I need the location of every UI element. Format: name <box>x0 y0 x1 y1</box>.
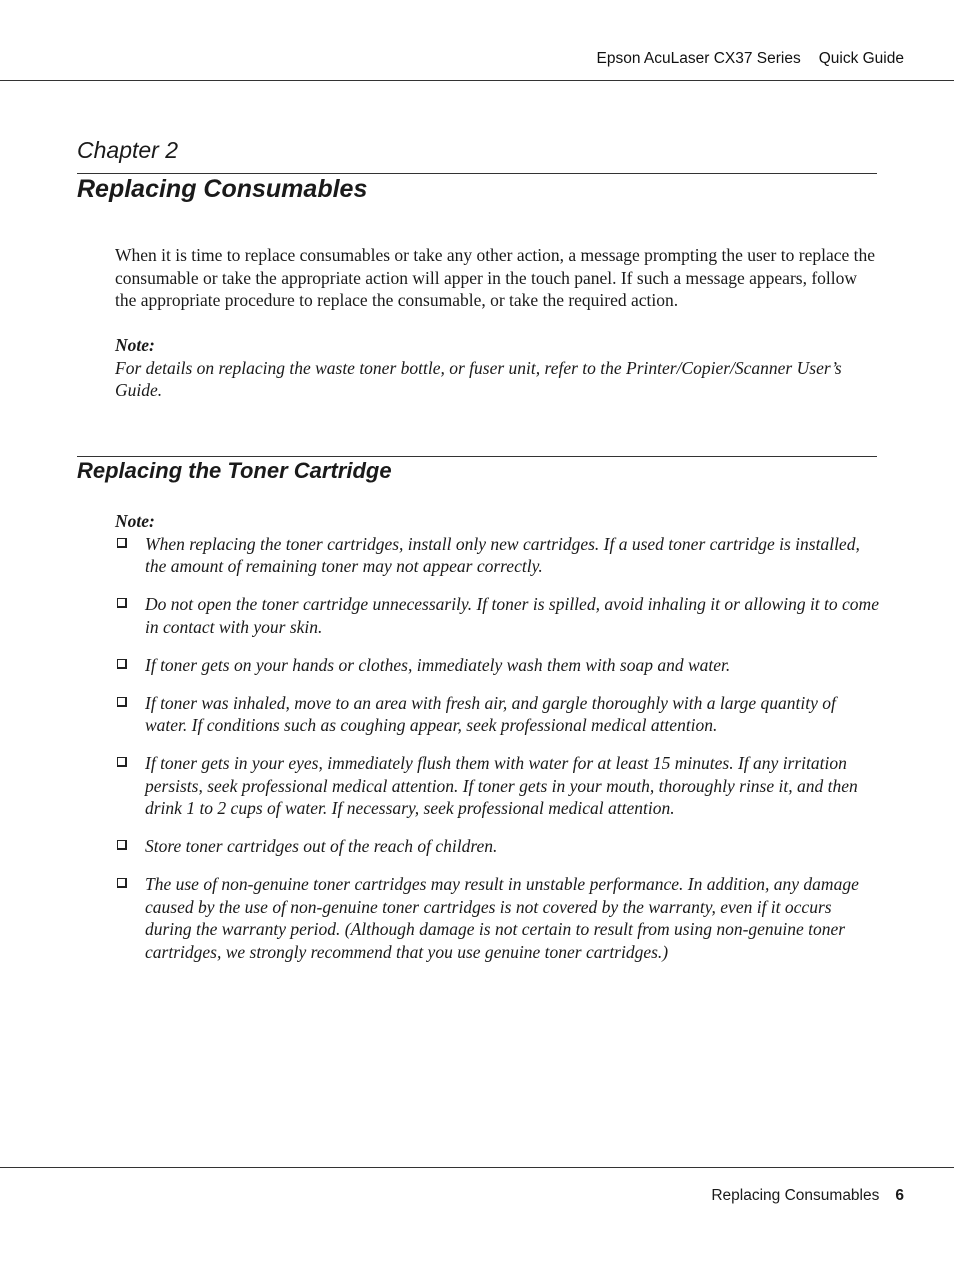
note-bullet-list <box>115 533 879 964</box>
intro-note-text: For details on replacing the waste toner bottle, or fuser unit, refer to the Printer/Copier/Scanner User’s Guide. <box>115 357 842 400</box>
note-bullet-item <box>115 873 879 963</box>
note-bullet-item <box>115 654 879 677</box>
footer-divider <box>0 1167 954 1168</box>
intro-note-title: Note: <box>115 335 155 355</box>
checkbox-bullet-icon <box>117 659 127 669</box>
section-divider <box>77 456 877 457</box>
intro-paragraph: When it is time to replace consumables or take any other action, a message prompting the user to replace the consumable or take the appropriate action will apper in the touch panel. If such a message appears, follow the appropriate procedure to replace the consumable, or take the required action. <box>115 245 876 310</box>
page-header <box>597 50 905 68</box>
page-footer <box>711 1187 904 1205</box>
header-product: Epson AcuLaser CX37 Series <box>596 50 801 67</box>
checkbox-bullet-icon <box>117 538 127 548</box>
chapter-title: Replacing Consumables <box>77 175 368 203</box>
checkbox-bullet-icon <box>117 697 127 707</box>
checkbox-bullet-icon <box>117 598 127 608</box>
bullet-text: When replacing the toner cartridges, install only new cartridges. If a used toner cartridge is installed, the amount of remaining toner may not appear correctly. <box>145 533 860 576</box>
header-guide: Quick Guide <box>818 50 904 67</box>
page-number: 6 <box>895 1187 904 1204</box>
bullet-text: The use of non-genuine toner cartridges may result in unstable performance. In addition, any damage caused by the use of non-genuine toner cartridges is not covered by the warranty, even if it occurs during the warranty period. (Although damage is not certain to result from using non-genuine toner cartridges, we strongly recommend that you use genuine toner cartridges.) <box>145 874 859 962</box>
footer-section-name: Replacing Consumables <box>711 1187 880 1204</box>
chapter-label: Chapter 2 <box>77 137 179 163</box>
bullet-text: If toner gets on your hands or clothes, immediately wash them with soap and water. <box>145 654 731 675</box>
checkbox-bullet-icon <box>117 878 127 888</box>
bullet-text: If toner gets in your eyes, immediately flush them with water for at least 15 minutes. If any irritation persists, seek professional medical attention. If toner gets in your mouth, thoroughly rinse it, and then drink 1 to 2 cups of water. If necessary, seek professional medical attention. <box>145 753 858 818</box>
note-bullet-item <box>115 533 879 578</box>
intro-note <box>115 334 879 402</box>
bullet-text: Store toner cartridges out of the reach of children. <box>145 836 498 856</box>
note-bullet-item <box>115 752 879 820</box>
header-divider <box>0 80 954 81</box>
section-title: Replacing the Toner Cartridge <box>77 458 392 483</box>
section-note-title: Note: <box>115 511 155 531</box>
checkbox-bullet-icon <box>117 840 127 850</box>
chapter-divider <box>77 173 877 174</box>
note-bullet-item <box>115 593 879 638</box>
section-note <box>115 510 879 979</box>
note-bullet-item <box>115 835 879 858</box>
checkbox-bullet-icon <box>117 757 127 767</box>
note-bullet-item <box>115 692 879 737</box>
bullet-text: If toner was inhaled, move to an area with fresh air, and gargle thoroughly with a large quantity of water. If conditions such as coughing appear, seek professional medical attention. <box>145 692 836 735</box>
bullet-text: Do not open the toner cartridge unnecessarily. If toner is spilled, avoid inhaling it or allowing it to come in contact with your skin. <box>145 594 879 637</box>
